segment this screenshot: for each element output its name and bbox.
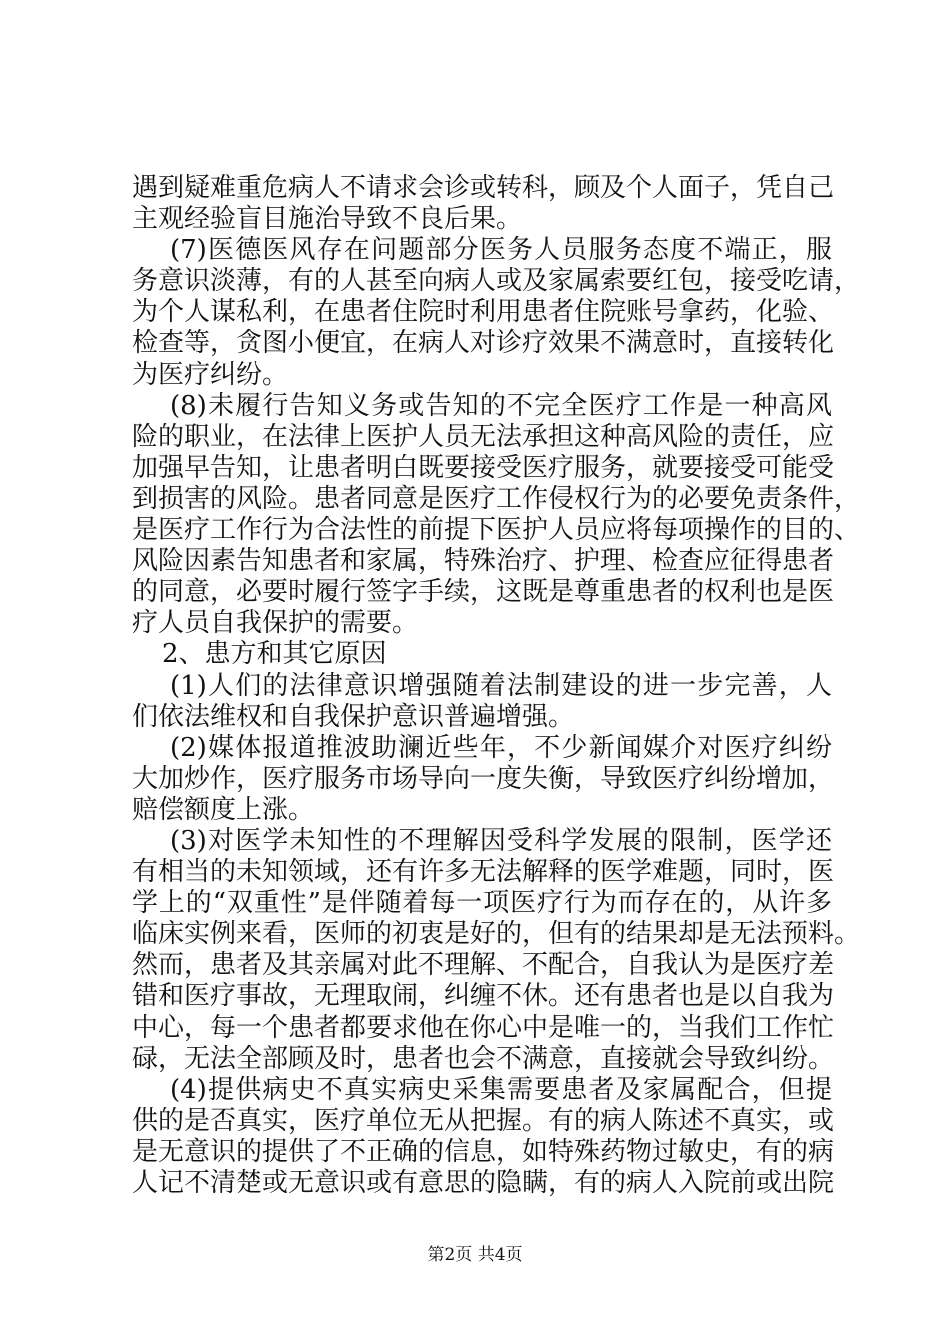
text-line: 的同意，必要时履行签字手续，这既是尊重患者的权利也是医 bbox=[132, 577, 835, 608]
text-line: (7)医德医风存在问题部分医务人员服务态度不端正，服 bbox=[170, 235, 832, 266]
text-line: 风险因素告知患者和家属，特殊治疗、护理、检查应征得患者 bbox=[132, 546, 835, 577]
text-line: 疗人员自我保护的需要。 bbox=[132, 608, 419, 639]
text-line: 碌，无法全部顾及时，患者也会不满意，直接就会导致纠纷。 bbox=[132, 1043, 835, 1074]
text-line: 加强早告知，让患者明白既要接受医疗服务，就要接受可能受 bbox=[132, 452, 835, 483]
text-line: 是医疗工作行为合法性的前提下医护人员应将每项操作的目的、 bbox=[132, 515, 861, 546]
text-line: 为医疗纠纷。 bbox=[132, 359, 289, 390]
text-line: 们依法维权和自我保护意识普遍增强。 bbox=[132, 701, 575, 732]
text-line: 检查等，贪图小便宜，在病人对诊疗效果不满意时，直接转化 bbox=[132, 328, 835, 359]
text-line: 到损害的风险。患者同意是医疗工作侵权行为的必要免责条件， bbox=[132, 483, 861, 514]
text-line: 遇到疑难重危病人不请求会诊或转科，顾及个人面子，凭自己 bbox=[132, 173, 835, 203]
page-footer: 第2页 共4页 bbox=[427, 1245, 523, 1265]
text-line: 学上的“双重性”是伴随着每一项医疗行为而存在的，从许多 bbox=[132, 888, 832, 919]
text-line: 然而，患者及其亲属对此不理解、不配合，自我认为是医疗差 bbox=[132, 950, 835, 981]
text-line: 赔偿额度上涨。 bbox=[132, 794, 315, 825]
text-line: (4)提供病史不真实病史采集需要患者及家属配合，但提 bbox=[170, 1074, 832, 1105]
text-line: 务意识淡薄，有的人甚至向病人或及家属索要红包，接受吃请， bbox=[132, 266, 861, 297]
section-heading: 2、患方和其它原因 bbox=[162, 639, 387, 670]
text-line: 主观经验盲目施治导致不良后果。 bbox=[132, 204, 523, 235]
text-line: 人记不清楚或无意识或有意思的隐瞒，有的病人入院前或出院 bbox=[132, 1168, 835, 1198]
text-line: (2)媒体报道推波助澜近些年，不少新闻媒介对医疗纠纷 bbox=[170, 732, 832, 763]
text-line: 中心，每一个患者都要求他在你心中是唯一的，当我们工作忙 bbox=[132, 1012, 835, 1043]
text-line: 大加炒作，医疗服务市场导向一度失衡，导致医疗纠纷增加， bbox=[132, 763, 835, 794]
text-line: (1)人们的法律意识增强随着法制建设的进一步完善，人 bbox=[170, 670, 832, 701]
text-line: 有相当的未知领域，还有许多无法解释的医学难题，同时，医 bbox=[132, 857, 835, 888]
text-line: (3)对医学未知性的不理解因受科学发展的限制，医学还 bbox=[170, 825, 832, 856]
text-line: 供的是否真实，医疗单位无从把握。有的病人陈述不真实，或 bbox=[132, 1105, 835, 1136]
text-line: 是无意识的提供了不正确的信息，如特殊药物过敏史，有的病 bbox=[132, 1136, 835, 1167]
text-line: 错和医疗事故，无理取闹，纠缠不休。还有患者也是以自我为 bbox=[132, 981, 835, 1012]
text-line: (8)未履行告知义务或告知的不完全医疗工作是一种高风 bbox=[170, 390, 832, 421]
document-body bbox=[132, 173, 861, 1199]
text-line: 临床实例来看，医师的初衷是好的，但有的结果却是无法预料。 bbox=[132, 919, 861, 950]
text-line: 为个人谋私利，在患者住院时利用患者住院账号拿药，化验、 bbox=[132, 297, 835, 328]
text-line: 险的职业，在法律上医护人员无法承担这种高风险的责任，应 bbox=[132, 421, 835, 452]
